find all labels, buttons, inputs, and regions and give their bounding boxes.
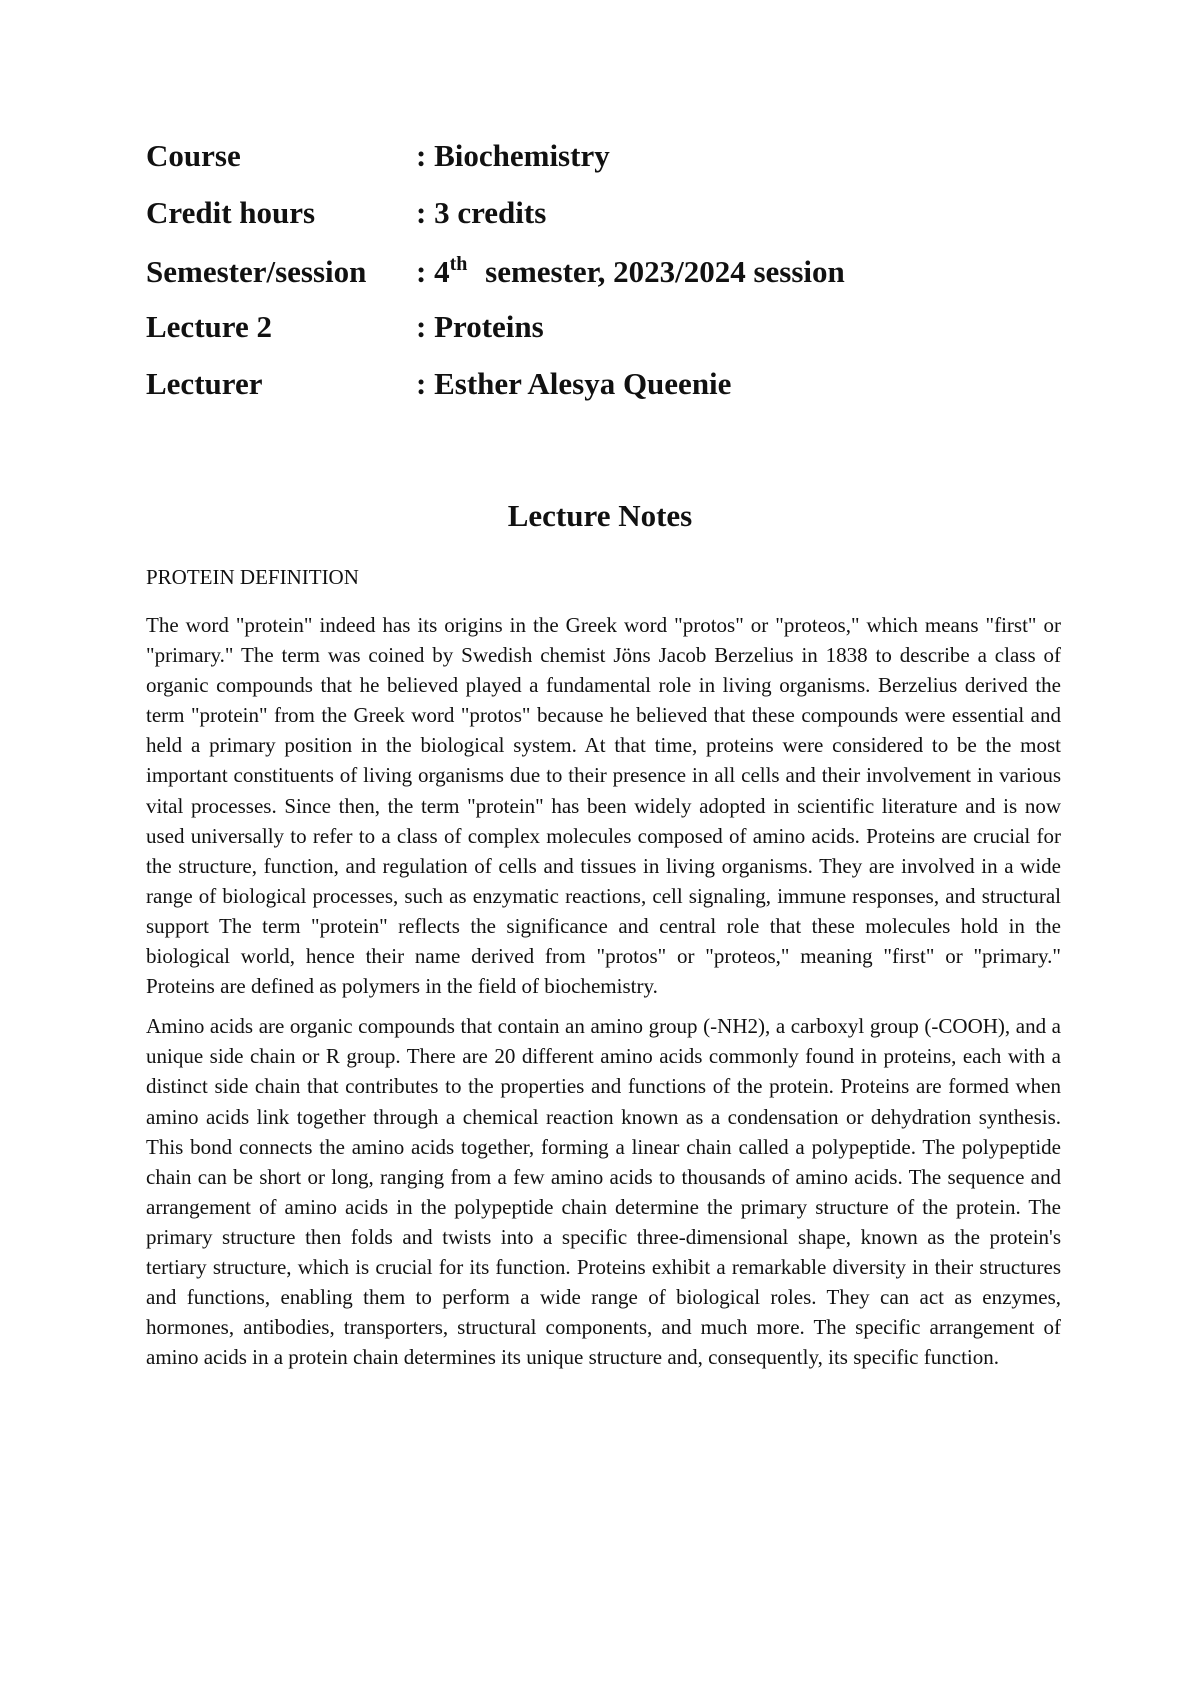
semester-number: : 4 (416, 254, 450, 289)
paragraph-protein-definition: The word "protein" indeed has its origins in the Greek word "protos" or "proteos," which means "first" or "primary." The term was coined by Swedish chemist Jöns Jacob Berzelius in 1838 to describe a class of organic compounds that he believed played a fundamental role in living organisms. Berzelius derived the term "protein" from the Greek word "protos" because he believed that these compounds were essential and held a primary position in the biological system. At that time, proteins were considered to be the most important constituents of living organisms due to their presence in all cells and their involvement in various vital processes. Since then, the term "protein" has been widely adopted in scientific literature and is now used universally to refer to a class of complex molecules composed of amino acids. Proteins are crucial for the structure, function, and regulation of cells and tissues in living organisms. They are involved in a wide range of biological processes, such as enzymatic reactions, cell signaling, immune responses, and structural support The term "protein" reflects the significance and central role that these molecules hold in the biological world, hence their name derived from "protos" or "proteos," meaning "first" or "primary." Proteins are defined as polymers in the field of biochemistry. (146, 613, 1061, 999)
lecturer-row (146, 368, 1066, 425)
semester-session: semester, 2023/2024 session (485, 254, 845, 289)
lecture-value: : Proteins (416, 309, 544, 344)
semester-ordinal-suffix: th (449, 253, 468, 275)
paragraph-amino-acids: Amino acids are organic compounds that contain an amino group (-NH2), a carboxyl group (-COOH), and a unique side chain or R group. There are 20 different amino acids commonly found in proteins, each with a distinct side chain that contributes to the properties and functions of the protein. Proteins are formed when amino acids link together through a chemical reaction known as a condensation or dehydration synthesis. This bond connects the amino acids together, forming a linear chain called a polypeptide. The polypeptide chain can be short or long, ranging from a few amino acids to thousands of amino acids. The sequence and arrangement of amino acids in the polypeptide chain determine the primary structure of the protein. The primary structure then folds and twists into a specific three-dimensional shape, known as the protein's tertiary structure, which is crucial for its function. Proteins exhibit a remarkable diversity in their structures and functions, enabling them to perform a wide range of biological roles. They can act as enzymes, hormones, antibodies, transporters, structural components, and much more. The specific arrangement of amino acids in a protein chain determines its unique structure and, consequently, its specific function. (146, 1014, 1061, 1370)
course-row (146, 140, 1066, 197)
lecture-label: Lecture 2 (146, 309, 272, 344)
semester-label: Semester/session (146, 254, 367, 289)
notes-title: Lecture Notes (507, 498, 693, 533)
lecturer-label: Lecturer (146, 366, 263, 401)
semester-row (146, 254, 1066, 311)
notes-body (146, 610, 1061, 1382)
credit-hours-row (146, 197, 1066, 254)
section-heading: PROTEIN DEFINITION (146, 565, 359, 589)
course-label: Course (146, 138, 241, 173)
course-value: : Biochemistry (416, 138, 610, 173)
credit-hours-label: Credit hours (146, 195, 316, 230)
course-info (146, 140, 1066, 425)
credit-hours-value: : 3 credits (416, 195, 547, 230)
lecture-row (146, 311, 1066, 368)
semester-value (416, 254, 845, 287)
lecturer-value: : Esther Alesya Queenie (416, 366, 732, 401)
